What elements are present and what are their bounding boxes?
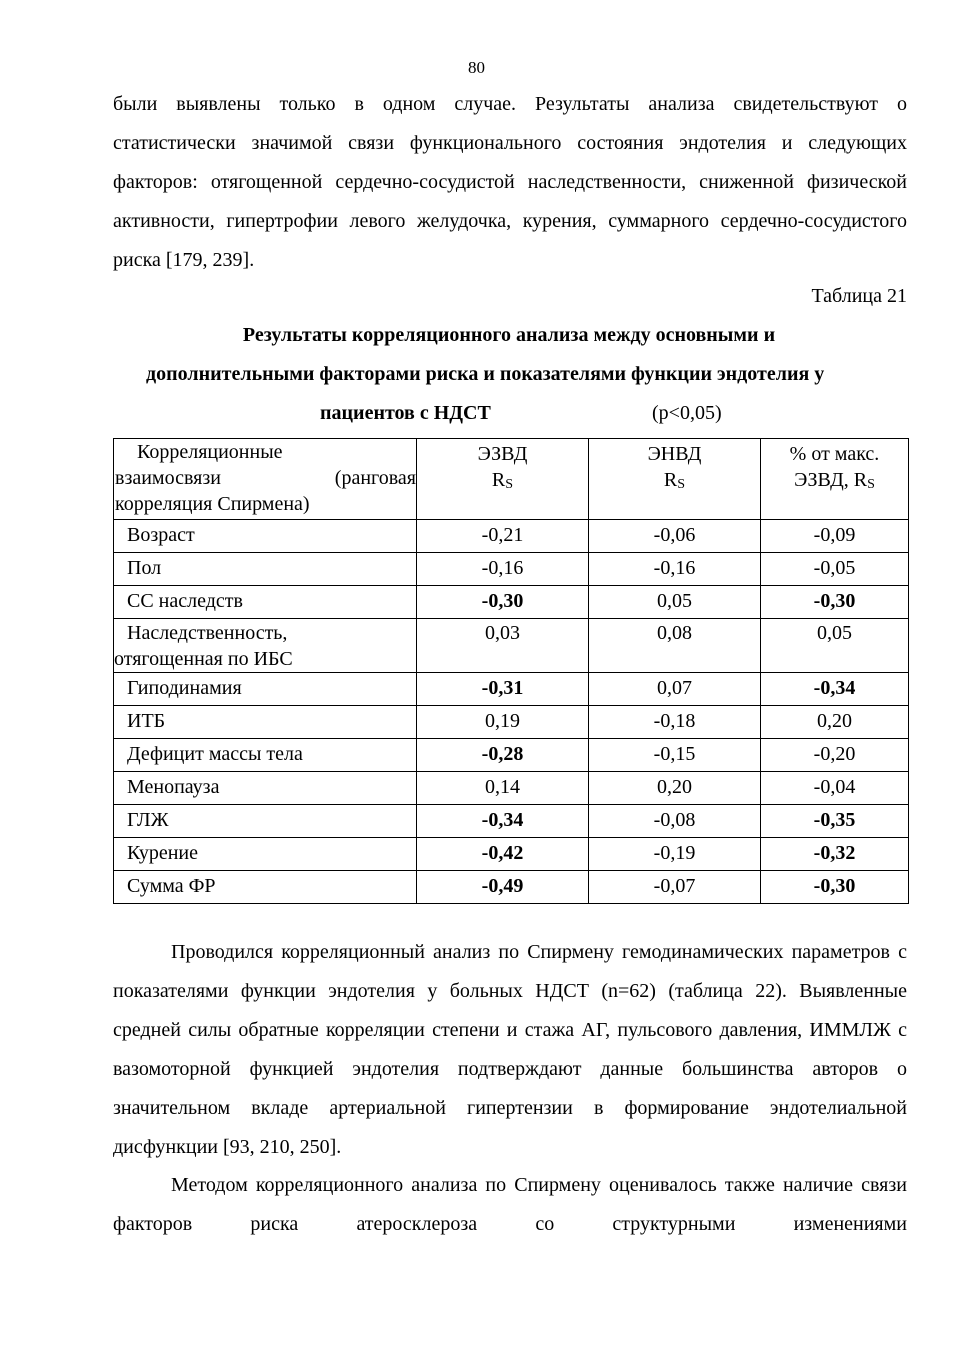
cell-pct: -0,30 <box>761 586 909 619</box>
table-row <box>114 805 909 838</box>
row-label <box>114 619 417 673</box>
row-label: СС наследств <box>114 586 417 619</box>
cell-ezvd: -0,28 <box>417 739 589 772</box>
cell-pct: -0,20 <box>761 739 909 772</box>
cell-envd: -0,06 <box>589 520 761 553</box>
header-correlations-line2 <box>115 465 416 491</box>
cell-pct: -0,09 <box>761 520 909 553</box>
table-caption-pvalue: (p<0,05) <box>652 402 722 424</box>
cell-envd: -0,19 <box>589 838 761 871</box>
header-envd-sub: S <box>677 477 686 492</box>
cell-pct: 0,20 <box>761 706 909 739</box>
cell-envd: 0,05 <box>589 586 761 619</box>
row-label-line1: Наследственность, <box>127 622 288 644</box>
cell-pct: -0,05 <box>761 553 909 586</box>
row-label: Менопауза <box>114 772 417 805</box>
header-envd <box>589 439 761 520</box>
table-label: Таблица 21 <box>811 285 907 307</box>
table-header-row <box>114 439 909 520</box>
row-label-line2: отягощенная по ИБС <box>114 648 293 670</box>
table-row <box>114 772 909 805</box>
cell-envd: 0,08 <box>589 619 761 673</box>
header-correlations <box>114 439 417 520</box>
header-pct-max <box>761 439 909 520</box>
row-label: Дефицит массы тела <box>114 739 417 772</box>
cell-envd: -0,08 <box>589 805 761 838</box>
paragraph-hemodynamics: Проводился корреляционный анализ по Спирмену гемодинамических параметров с показателями функции эндотелия у больных НДСТ (n=62) (таблица 22). Выявленные средней силы обратные корреляции степени и стажа АГ, пульсового давления, ИММЛЖ с вазомоторной функцией эндотелия подтверждают данные большинства авторов о значительном вкладе артериальной гипертензии в формирование эндотелиальной дисфункции [93, 210, 250]. <box>113 941 907 1158</box>
paragraph-atherosclerosis: Методом корреляционного анализа по Спирмену оценивалось также наличие связи факторов риска атеросклероза со структурными изменениями <box>113 1174 907 1235</box>
header-pct-max-line2: ЭЗВД, R <box>794 469 868 491</box>
header-correlations-line2a: взаимосвязи <box>115 467 221 489</box>
table-caption-line-1: Результаты корреляционного анализа между основными и <box>242 324 776 346</box>
header-pct-max-sub: S <box>867 477 875 492</box>
header-correlations-line1: Корреляционные <box>137 441 283 463</box>
cell-ezvd: -0,31 <box>417 673 589 706</box>
table-row <box>114 586 909 619</box>
cell-pct: -0,32 <box>761 838 909 871</box>
header-envd-r: R <box>663 469 678 491</box>
header-ezvd-r: R <box>491 469 506 491</box>
cell-ezvd: 0,14 <box>417 772 589 805</box>
correlation-table <box>113 438 909 904</box>
cell-pct: 0,05 <box>761 619 909 673</box>
cell-pct: -0,35 <box>761 805 909 838</box>
cell-ezvd: -0,42 <box>417 838 589 871</box>
table-row <box>114 673 909 706</box>
cell-envd: 0,20 <box>589 772 761 805</box>
cell-envd: -0,18 <box>589 706 761 739</box>
cell-ezvd: -0,30 <box>417 586 589 619</box>
cell-envd: -0,15 <box>589 739 761 772</box>
cell-ezvd: -0,34 <box>417 805 589 838</box>
cell-ezvd: -0,16 <box>417 553 589 586</box>
row-label: Гиподинамия <box>114 673 417 706</box>
table-row <box>114 619 909 673</box>
row-label: Сумма ФР <box>114 871 417 904</box>
paragraph-intro: были выявлены только в одном случае. Результаты анализа свидетельствуют о статистически значимой связи функционального состояния эндотелия и следующих факторов: отягощенной сердечно-сосудистой наследственности, сниженной физической активности, гипертрофии левого желудочка, курения, суммарного сердечно-сосудистого риска [179, 239]. <box>113 93 907 271</box>
row-label: Возраст <box>114 520 417 553</box>
cell-pct: -0,34 <box>761 673 909 706</box>
row-label: ИТБ <box>114 706 417 739</box>
header-correlations-line3: корреляция Спирмена) <box>115 493 310 515</box>
header-pct-max-line1: % от макс. <box>789 443 880 465</box>
header-ezvd <box>417 439 589 520</box>
table-row <box>114 520 909 553</box>
table-row <box>114 871 909 904</box>
cell-pct: -0,30 <box>761 871 909 904</box>
cell-envd: 0,07 <box>589 673 761 706</box>
table-caption-line-3: пациентов с НДСТ <box>320 402 491 424</box>
header-ezvd-sub: S <box>505 477 514 492</box>
cell-envd: -0,16 <box>589 553 761 586</box>
cell-pct: -0,04 <box>761 772 909 805</box>
cell-envd: -0,07 <box>589 871 761 904</box>
cell-ezvd: -0,21 <box>417 520 589 553</box>
table-caption-line-2: дополнительными факторами риска и показателями функции эндотелия у <box>146 363 825 385</box>
table-row <box>114 706 909 739</box>
header-ezvd-title: ЭЗВД <box>477 443 528 465</box>
cell-ezvd: 0,03 <box>417 619 589 673</box>
header-envd-title: ЭНВД <box>647 443 702 465</box>
header-correlations-line2b: (ранговая <box>334 467 416 489</box>
row-label: Пол <box>114 553 417 586</box>
row-label: Курение <box>114 838 417 871</box>
table-row <box>114 838 909 871</box>
page-number: 80 <box>468 58 485 77</box>
table-row <box>114 553 909 586</box>
cell-ezvd: 0,19 <box>417 706 589 739</box>
cell-ezvd: -0,49 <box>417 871 589 904</box>
table-row <box>114 739 909 772</box>
row-label: ГЛЖ <box>114 805 417 838</box>
